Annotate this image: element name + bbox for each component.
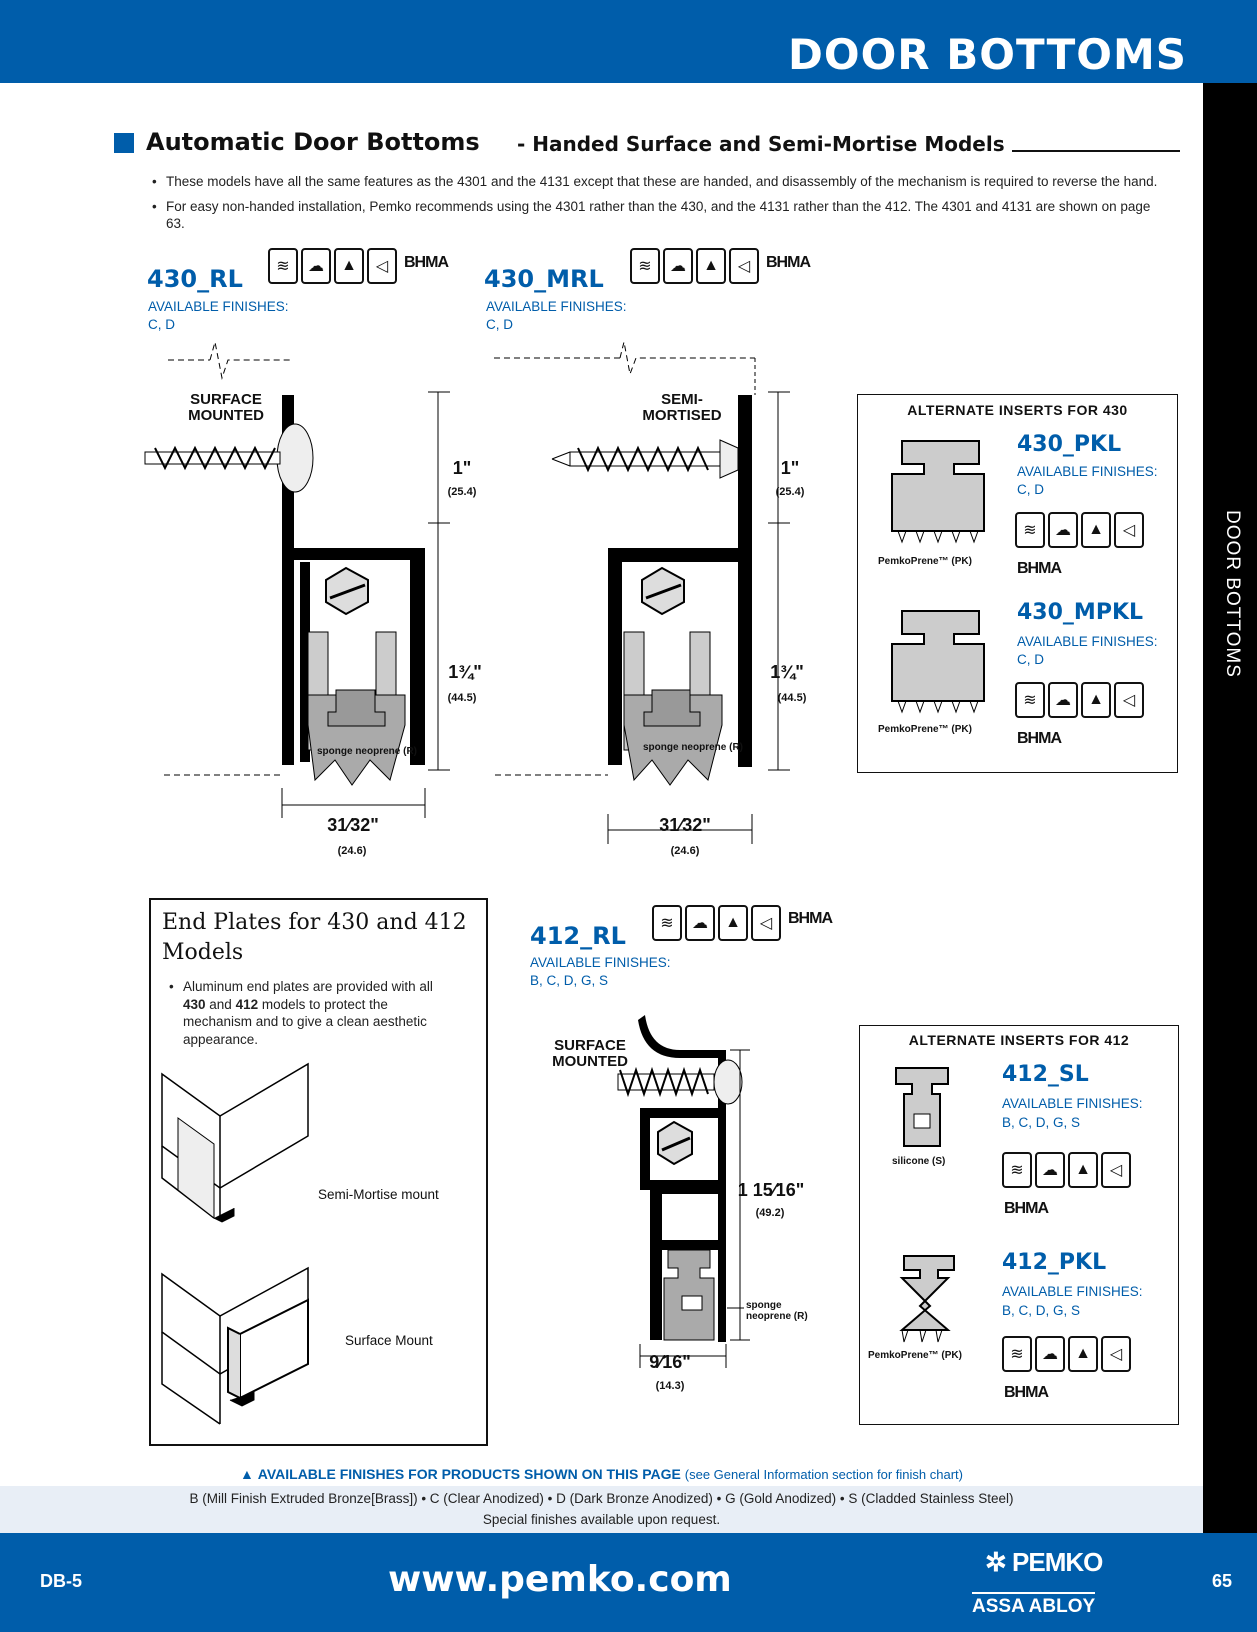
insert-hollow — [682, 1296, 702, 1310]
fire-icon: ▲ — [1081, 682, 1111, 718]
caption-semi-mortise: Semi-Mortise mount — [318, 1187, 439, 1202]
end-plates-412: 412 — [235, 996, 259, 1012]
dim-134: 1¾" — [770, 662, 804, 682]
alt-inserts-430-title: ALTERNATE INSERTS FOR 430 — [907, 402, 1128, 418]
finish-values: B, C, D, G, S — [1002, 1303, 1081, 1318]
insert-label: PemkoPrene™ (PK) — [868, 1350, 962, 1361]
website-link[interactable]: www.pemko.com — [388, 1559, 732, 1600]
dim-1-inch: 1" — [452, 458, 472, 478]
finish-label: AVAILABLE FINISHES: — [1002, 1284, 1143, 1299]
label-semi-mortised: SEMI- MORTISED — [642, 391, 722, 424]
smoke-icon: ☁ — [663, 248, 693, 284]
dim-916: 9⁄16" — [649, 1352, 691, 1372]
insert-profile — [892, 611, 984, 701]
smoke-icon: ☁ — [685, 905, 715, 941]
end-plate-side — [228, 1328, 240, 1398]
door-face — [738, 395, 752, 767]
flange — [638, 1015, 718, 1058]
fire-icon: ▲ — [1081, 512, 1111, 548]
bhma-logo: BHMA — [1004, 1200, 1048, 1217]
insert-fins — [898, 531, 978, 542]
smoke-icon: ☁ — [1035, 1336, 1065, 1372]
model-412-sl: 412_SL — [1002, 1062, 1089, 1087]
fire-icon: ▲ — [1068, 1152, 1098, 1188]
cert-icons — [630, 248, 759, 284]
page-code: DB-5 — [40, 1571, 83, 1591]
sponge-insert — [664, 1250, 714, 1340]
dim-1-mm: (25.4) — [775, 486, 805, 498]
bhma-logo: BHMA — [1017, 560, 1061, 577]
sponge-label: sponge neoprene (R) — [746, 1300, 808, 1322]
end-plates-title: End Plates for 430 and 412 Models — [162, 910, 467, 965]
insert-430-pkl — [884, 436, 994, 546]
screw-head — [720, 440, 738, 478]
insert-412-sl — [890, 1064, 960, 1154]
pemko-logo — [985, 1547, 1102, 1578]
acoustic-icon: ≋ — [652, 905, 682, 941]
sound-icon: ◁ — [367, 248, 397, 284]
sound-icon: ◁ — [1101, 1336, 1131, 1372]
bullet-2 — [152, 198, 1166, 232]
dim-1-inch: 1" — [780, 458, 800, 478]
bullet-dot: • — [152, 174, 157, 189]
finish-values: C, D — [148, 317, 175, 332]
finishes-line-2: Special finishes available upon request. — [482, 1512, 721, 1527]
break-line — [620, 342, 755, 374]
finish-values: C, D — [486, 317, 513, 332]
label-surface-mounted: SURFACE MOUNTED — [552, 1037, 628, 1070]
side-tab-label: DOOR BOTTOMS — [1222, 510, 1243, 678]
model-412-rl: 412_RL — [530, 922, 626, 950]
finish-label: AVAILABLE FINISHES: — [1002, 1096, 1143, 1111]
finish-values: B, C, D, G, S — [530, 973, 609, 988]
cert-icons — [1002, 1336, 1131, 1372]
smoke-icon: ☁ — [1048, 682, 1078, 718]
insert-profile — [902, 1256, 954, 1330]
bhma-logo: BHMA — [766, 254, 810, 271]
finishes-note: (see General Information section for finish chart) — [684, 1467, 963, 1482]
smoke-icon: ☁ — [1048, 512, 1078, 548]
brand-name: PEMKO — [1012, 1547, 1103, 1577]
dim-134: 1¾" — [448, 662, 482, 682]
dim-134-mm: (44.5) — [777, 692, 807, 704]
page-header — [0, 0, 1257, 83]
model-430-pkl: 430_PKL — [1017, 432, 1122, 457]
finishes-line-1: B (Mill Finish Extruded Bronze[Brass]) • C (Clear Anodized) • D (Dark Bronze Anodized) • G (Gold Anodized) • S (Cladded Stainless Steel) — [189, 1491, 1014, 1506]
bullet-text: These models have all the same features as the 4301 and the 4131 except that these are handed, and disassembly of the mechanism is required to reverse the hand. — [166, 174, 1158, 189]
finish-label: AVAILABLE FINISHES: — [1017, 464, 1158, 479]
end-plates-text-3: models to protect the mechanism and to give a clean aesthetic appearance. — [183, 996, 427, 1047]
insert-label: silicone (S) — [892, 1156, 946, 1167]
dim-916-mm: (14.3) — [655, 1380, 685, 1392]
model-430-mrl: 430_MRL — [484, 265, 604, 293]
right-side-bar — [1203, 83, 1257, 1533]
insert-label: PemkoPrene™ (PK) — [878, 724, 972, 735]
acoustic-icon: ≋ — [1015, 512, 1045, 548]
cert-icons — [268, 248, 397, 284]
finish-label: AVAILABLE FINISHES: — [486, 299, 627, 314]
dim-11516-mm: (49.2) — [755, 1207, 785, 1219]
sound-icon: ◁ — [1114, 512, 1144, 548]
cert-icons — [1015, 682, 1144, 718]
page-number: 65 — [1212, 1571, 1233, 1591]
surface-mount-illustration — [158, 1264, 328, 1434]
sponge-label: sponge neoprene (R) — [642, 742, 743, 753]
finishes-title: AVAILABLE FINISHES FOR PRODUCTS SHOWN ON THIS PAGE — [257, 1466, 681, 1482]
insert-profile — [896, 1068, 948, 1146]
dim-1-mm: (25.4) — [447, 486, 477, 498]
end-plates-text — [169, 978, 453, 1048]
cert-icons — [1015, 512, 1144, 548]
bhma-logo: BHMA — [1017, 730, 1061, 747]
screw-head — [714, 1060, 742, 1104]
break-line — [210, 342, 290, 378]
side-tab — [1203, 510, 1257, 710]
label-surface-mounted: SURFACE MOUNTED — [188, 391, 264, 424]
dim-3132: 31⁄32" — [327, 815, 379, 835]
header-title: DOOR BOTTOMS — [788, 30, 1187, 79]
dim-3132-mm: (24.6) — [670, 845, 700, 857]
section-marker — [114, 133, 134, 153]
bullet-1 — [152, 173, 1166, 190]
end-plates-text-2: and — [205, 996, 236, 1012]
dim-134-mm: (44.5) — [447, 692, 477, 704]
smoke-icon: ☁ — [1035, 1152, 1065, 1188]
dim-3132: 31⁄32" — [659, 815, 711, 835]
model-430-mpkl: 430_MPKL — [1017, 600, 1144, 625]
page-footer — [0, 1533, 1257, 1632]
semi-mortise-illustration — [158, 1058, 318, 1228]
screw-tip — [552, 452, 570, 466]
section-rule — [1012, 150, 1180, 152]
bhma-logo: BHMA — [1004, 1384, 1048, 1401]
insert-profile — [892, 441, 984, 531]
drawing-412-rl — [610, 1010, 850, 1410]
caption-surface-mount: Surface Mount — [345, 1333, 433, 1348]
finish-label: AVAILABLE FINISHES: — [530, 955, 671, 970]
smoke-icon: ☁ — [301, 248, 331, 284]
cert-icons — [1002, 1152, 1131, 1188]
dim-11516: 1 15⁄16" — [737, 1180, 805, 1200]
assa-abloy-logo: ASSA ABLOY — [972, 1592, 1095, 1618]
acoustic-icon: ≋ — [268, 248, 298, 284]
fire-icon: ▲ — [718, 905, 748, 941]
finish-values: C, D — [1017, 482, 1044, 497]
acoustic-icon: ≋ — [630, 248, 660, 284]
carrier-top — [662, 1180, 718, 1194]
fire-icon: ▲ — [696, 248, 726, 284]
bullet-dot: • — [169, 979, 174, 994]
cert-icons — [652, 905, 781, 941]
bhma-logo: BHMA — [788, 910, 832, 927]
sound-icon: ◁ — [1114, 682, 1144, 718]
insert-label: PemkoPrene™ (PK) — [878, 556, 972, 567]
fire-icon: ▲ — [334, 248, 364, 284]
model-412-pkl: 412_PKL — [1002, 1250, 1107, 1275]
insert-412-pkl — [890, 1252, 970, 1352]
finish-label: AVAILABLE FINISHES: — [148, 299, 289, 314]
insert-fins — [902, 1330, 942, 1342]
triangle-icon: ▲ — [240, 1466, 254, 1482]
insert-fins — [898, 701, 978, 712]
bullet-text: For easy non-handed installation, Pemko recommends using the 4301 rather than the 430, and the 4131 rather than the 412. The 4301 and 4131 are shown on page 63. — [166, 199, 1151, 231]
housing-wall — [650, 1180, 662, 1340]
pemko-logo-icon: ✲ — [985, 1547, 1006, 1577]
finish-label: AVAILABLE FINISHES: — [1017, 634, 1158, 649]
bhma-logo: BHMA — [404, 254, 448, 271]
insert-430-mpkl — [884, 606, 994, 716]
end-plates-430: 430 — [183, 996, 206, 1012]
section-title: Automatic Door Bottoms — [146, 128, 480, 156]
acoustic-icon: ≋ — [1015, 682, 1045, 718]
fire-icon: ▲ — [1068, 1336, 1098, 1372]
finish-values: B, C, D, G, S — [1002, 1115, 1081, 1130]
acoustic-icon: ≋ — [1002, 1152, 1032, 1188]
sound-icon: ◁ — [1101, 1152, 1131, 1188]
insert-hollow — [914, 1114, 930, 1128]
screw-head — [277, 424, 313, 492]
sweep — [214, 1208, 234, 1222]
bullet-dot: • — [152, 199, 157, 214]
finishes-heading — [0, 1466, 1203, 1482]
carrier-mid — [662, 1240, 718, 1250]
model-430-rl: 430_RL — [147, 265, 243, 293]
alt-inserts-412-title: ALTERNATE INSERTS FOR 412 — [908, 1032, 1130, 1048]
sound-icon: ◁ — [729, 248, 759, 284]
end-plates-text-1: Aluminum end plates are provided with all — [183, 979, 433, 994]
acoustic-icon: ≋ — [1002, 1336, 1032, 1372]
finish-values: C, D — [1017, 652, 1044, 667]
section-subtitle: - Handed Surface and Semi-Mortise Models — [517, 132, 1005, 156]
sponge-label: sponge neoprene (R) — [316, 746, 417, 757]
dim-3132-mm: (24.6) — [337, 845, 367, 857]
sound-icon: ◁ — [751, 905, 781, 941]
